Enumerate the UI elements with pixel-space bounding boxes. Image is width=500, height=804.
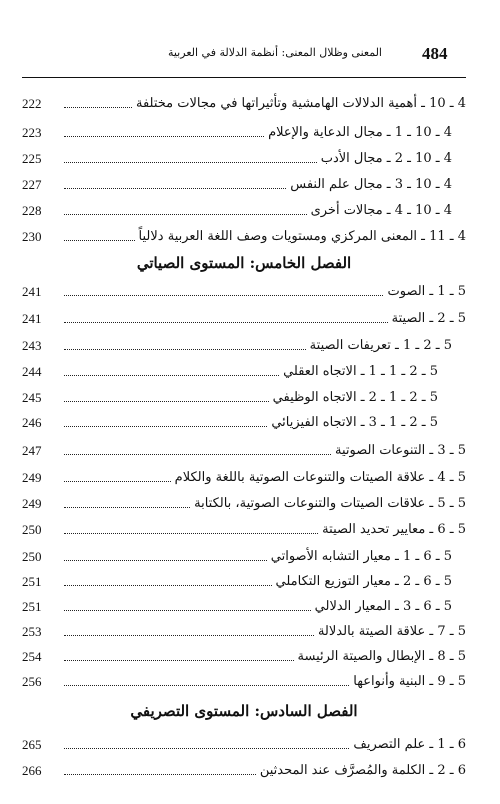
toc-entry — [22, 413, 466, 433]
dot-leader — [64, 187, 286, 189]
dot-leader — [64, 213, 307, 215]
toc-entry-title: 5 ـ 9 ـ البنية وأنواعها — [353, 674, 466, 689]
toc-entry-title: 4 ـ 10 ـ أهمية الدلالات الهامشية وتأثيراتها في مجالات مختلفة — [136, 96, 466, 111]
chapter-heading: الفصل الخامس: المستوى الصياتي — [136, 254, 352, 272]
dot-leader — [64, 634, 314, 636]
toc-entry — [22, 735, 466, 755]
toc-page-number: 250 — [22, 549, 42, 564]
toc-entry-title: 5 ـ 2 ـ الصيتة — [391, 311, 466, 326]
toc-entry-title: 4 ـ 10 ـ 2 ـ مجال الأدب — [320, 151, 452, 166]
dot-leader — [64, 239, 135, 241]
toc-page-number: 250 — [22, 522, 42, 537]
toc-page-number: 246 — [22, 415, 42, 430]
toc-page-number: 230 — [22, 229, 42, 244]
toc-page-number: 266 — [22, 763, 42, 778]
book-title: المعنى وظلال المعنى: أنظمة الدلالة في العربية — [167, 46, 382, 59]
dot-leader — [64, 400, 269, 402]
toc-page-number: 245 — [22, 390, 42, 405]
toc-page-number: 253 — [22, 624, 42, 639]
dot-leader — [64, 374, 279, 376]
toc-entry — [22, 123, 466, 143]
chapter-heading: الفصل السادس: المستوى التصريفي — [130, 702, 358, 720]
toc-page-number: 243 — [22, 338, 42, 353]
toc-entry — [22, 672, 466, 692]
toc-page-number: 241 — [22, 284, 42, 299]
toc-page-number: 254 — [22, 649, 42, 664]
toc-page-number: 265 — [22, 737, 42, 752]
dot-leader — [64, 609, 311, 611]
toc-entry — [22, 597, 466, 617]
toc-entry — [22, 520, 466, 540]
toc-entry-title: 5 ـ 6 ـ 2 ـ معيار التوزيع التكاملي — [275, 574, 452, 589]
dot-leader — [64, 506, 190, 508]
toc-entry — [22, 647, 466, 667]
dot-leader — [64, 135, 264, 137]
dot-leader — [64, 584, 272, 586]
dot-leader — [64, 453, 331, 455]
toc-entry — [22, 494, 466, 514]
toc-entry-title: 5 ـ 2 ـ 1 ـ تعريفات الصيتة — [309, 338, 452, 353]
toc-entry — [22, 761, 466, 781]
dot-leader — [64, 747, 349, 749]
dot-leader — [64, 684, 349, 686]
toc-entry-title: 4 ـ 10 ـ 1 ـ مجال الدعاية والإعلام — [268, 125, 452, 140]
toc-entry-title: 5 ـ 2 ـ 1 ـ 2 ـ الاتجاه الوظيفي — [272, 390, 438, 405]
toc-entry-title: 5 ـ 4 ـ علاقة الصيتات والتنوعات الصوتية باللغة والكلام — [174, 470, 466, 485]
toc-entry — [22, 227, 466, 247]
toc-entry — [22, 622, 466, 642]
toc-entry-title: 5 ـ 7 ـ علاقة الصيتة بالدلالة — [317, 624, 466, 639]
toc-entry-title: 5 ـ 6 ـ معايير تحديد الصيتة — [322, 522, 466, 537]
toc-entry-title: 6 ـ 1 ـ علم التصريف — [353, 737, 466, 752]
running-header — [22, 44, 466, 78]
dot-leader — [64, 294, 383, 296]
toc-entry — [22, 336, 466, 356]
toc-entry-title: 5 ـ 1 ـ الصوت — [387, 284, 466, 299]
toc-entry — [22, 309, 466, 329]
toc-entry-title: 4 ـ 11 ـ المعنى المركزي ومستويات وصف اللغة العربية دلالياً — [138, 229, 466, 244]
toc-entry — [22, 468, 466, 488]
toc-page-number: 223 — [22, 125, 42, 140]
toc-page-number: 222 — [22, 96, 42, 111]
toc-entry-title: 6 ـ 2 ـ الكلمة والمُصرَّف عند المحدثين — [259, 763, 466, 778]
toc-page-number: 225 — [22, 151, 42, 166]
toc-page-number: 249 — [22, 470, 42, 485]
toc-entry-title: 4 ـ 10 ـ 3 ـ مجال علم النفس — [290, 177, 452, 192]
page-number: 484 — [422, 44, 448, 63]
toc-page-number: 249 — [22, 496, 42, 511]
toc-entry — [22, 547, 466, 567]
toc-entry — [22, 441, 466, 461]
toc-entry — [22, 388, 466, 408]
dot-leader — [64, 480, 171, 482]
dot-leader — [64, 559, 267, 561]
toc-entry — [22, 175, 466, 195]
toc-page-number: 228 — [22, 203, 42, 218]
toc-entry — [22, 572, 466, 592]
toc-entry — [22, 201, 466, 221]
toc-entry-title: 5 ـ 5 ـ علاقات الصيتات والتنوعات الصوتية، بالكتابة — [194, 496, 466, 511]
dot-leader — [64, 659, 294, 661]
toc-entry-title: 4 ـ 10 ـ 4 ـ مجالات أخرى — [310, 203, 452, 218]
dot-leader — [64, 321, 388, 323]
toc-page-number: 247 — [22, 443, 42, 458]
toc-entry — [22, 282, 466, 302]
toc-entry — [22, 94, 466, 114]
toc-entry-title: 5 ـ 2 ـ 1 ـ 1 ـ الاتجاه العقلي — [283, 364, 438, 379]
toc-entry-title: 5 ـ 6 ـ 3 ـ المعيار الدلالي — [314, 599, 452, 614]
toc-page-number: 251 — [22, 599, 42, 614]
toc-page-number: 256 — [22, 674, 42, 689]
toc-entry-title: 5 ـ 2 ـ 1 ـ 3 ـ الاتجاه الفيزيائي — [271, 415, 438, 430]
toc-page-number: 227 — [22, 177, 42, 192]
dot-leader — [64, 348, 306, 350]
dot-leader — [64, 532, 318, 534]
toc-page-number: 251 — [22, 574, 42, 589]
dot-leader — [64, 425, 267, 427]
toc-entry — [22, 149, 466, 169]
toc-entry-title: 5 ـ 8 ـ الإبطال والصيتة الرئيسة — [297, 649, 466, 664]
toc-entry — [22, 362, 466, 382]
dot-leader — [64, 106, 132, 108]
dot-leader — [64, 161, 317, 163]
header-rule — [22, 77, 466, 78]
toc-entry-title: 5 ـ 6 ـ 1 ـ معيار التشابه الأصواتي — [270, 549, 452, 564]
toc-entry-title: 5 ـ 3 ـ التنوعات الصوتية — [334, 443, 466, 458]
toc-page-number: 244 — [22, 364, 42, 379]
dot-leader — [64, 773, 256, 775]
toc-page-number: 241 — [22, 311, 42, 326]
